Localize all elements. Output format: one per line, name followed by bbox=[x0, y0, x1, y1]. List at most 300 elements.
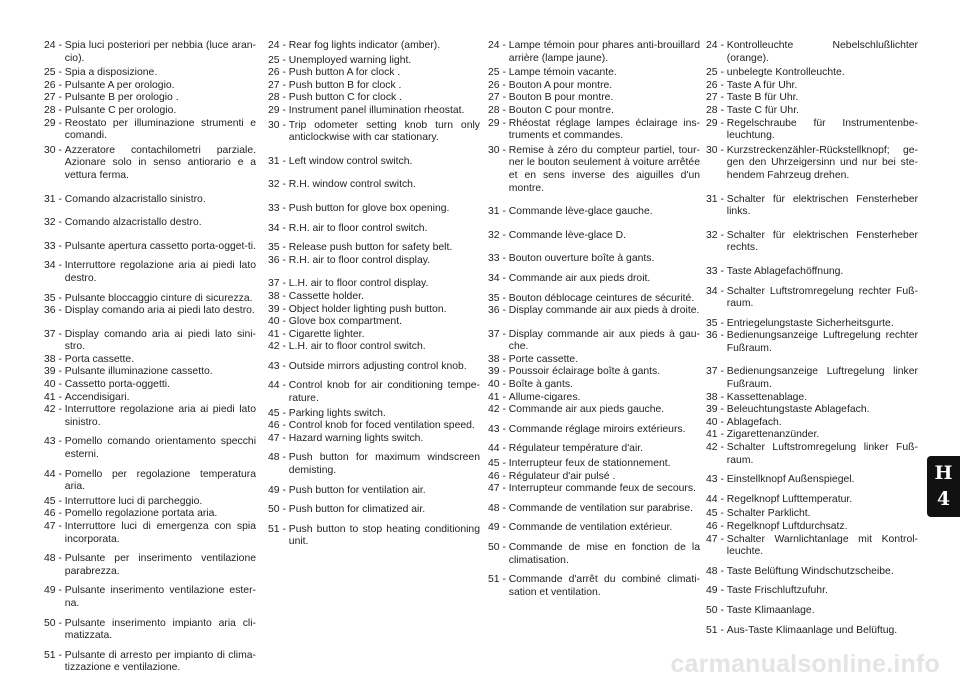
legend-item-text: Spia a disposizione. bbox=[64, 67, 158, 79]
legend-item-number: 51 - bbox=[44, 649, 65, 661]
legend-item-text: Pulsante B per orologio . bbox=[64, 92, 179, 104]
legend-item-text: Reostato per illuminazione strumenti e comandi. bbox=[64, 117, 256, 142]
legend-item-number: 30 - bbox=[488, 144, 509, 156]
legend-item-number: 40 - bbox=[44, 379, 65, 391]
legend-item bbox=[706, 330, 918, 355]
legend-item-text: Push button B for clock . bbox=[288, 79, 402, 91]
legend-item-text: Taste Belüftung Windschutzscheibe. bbox=[726, 565, 894, 577]
legend-item-text: Commande d'arrêt du combiné climati-sation et ventilation. bbox=[508, 574, 700, 598]
legend-item bbox=[488, 145, 700, 195]
legend-item-text: Bedienungsanzeige Luftregelung linker Fußraum. bbox=[726, 366, 918, 391]
legend-item bbox=[268, 80, 480, 93]
legend-item-number: 38 - bbox=[706, 391, 727, 403]
legend-item-text: unbelegte Kontrolleuchte. bbox=[726, 67, 845, 79]
legend-item bbox=[44, 521, 256, 546]
legend-item bbox=[706, 194, 918, 219]
legend-item-number: 41 - bbox=[488, 391, 509, 403]
legend-item-text: Control knob for air conditioning tempe-rature. bbox=[288, 380, 480, 405]
legend-item-number: 48 - bbox=[488, 502, 509, 514]
legend-item-number: 27 - bbox=[488, 92, 509, 104]
legend-item-text: Commande de mise en fonction de la climatisation. bbox=[508, 542, 700, 566]
legend-item-number: 42 - bbox=[488, 404, 509, 416]
legend-item-number: 31 - bbox=[706, 193, 727, 205]
legend-item bbox=[706, 286, 918, 311]
legend-item-number: 31 - bbox=[44, 193, 65, 205]
legend-item bbox=[268, 291, 480, 304]
legend-item bbox=[488, 105, 700, 118]
legend-item bbox=[268, 329, 480, 342]
legend-item bbox=[268, 179, 480, 192]
legend-item bbox=[44, 618, 256, 643]
legend-item-text: Push button for climatized air. bbox=[288, 504, 426, 516]
legend-item bbox=[44, 553, 256, 578]
legend-item bbox=[706, 566, 918, 579]
legend-item-number: 30 - bbox=[706, 144, 727, 156]
legend-item-text: Aus-Taste Klimaanlage und Belüftug. bbox=[726, 624, 898, 636]
legend-item bbox=[44, 105, 256, 118]
legend-item bbox=[44, 260, 256, 285]
legend-item-text: Zigarettenanzünder. bbox=[726, 429, 820, 441]
section-tab-number: 4 bbox=[936, 488, 951, 510]
legend-item-number: 25 - bbox=[268, 54, 289, 66]
legend-item bbox=[706, 105, 918, 118]
legend-item-text: Interruttore luci di emergenza con spia incorporata. bbox=[64, 521, 256, 545]
legend-item bbox=[44, 67, 256, 80]
legend-item-number: 34 - bbox=[44, 260, 65, 272]
legend-item-number: 25 - bbox=[706, 67, 727, 79]
legend-item-text: Object holder lighting push button. bbox=[288, 303, 447, 315]
legend-item-text: Schalter für elektrischen Fensterheber rechts. bbox=[726, 229, 918, 254]
legend-item-text: Interruttore luci di parcheggio. bbox=[64, 495, 203, 507]
legend-item-number: 43 - bbox=[44, 436, 65, 448]
legend-item-number: 26 - bbox=[268, 67, 289, 79]
legend-item-number: 38 - bbox=[44, 353, 65, 365]
legend-item bbox=[488, 80, 700, 93]
column-german bbox=[706, 40, 918, 637]
legend-item-number: 34 - bbox=[488, 272, 509, 284]
legend-item-text: Regelknopf Luftdurchsatz. bbox=[726, 521, 848, 532]
legend-item-number: 24 - bbox=[268, 40, 289, 51]
legend-item-text: Pulsante inserimento ventilazione ester-na. bbox=[64, 585, 256, 609]
legend-item-number: 24 - bbox=[706, 40, 727, 51]
legend-item bbox=[706, 404, 918, 417]
legend-item-text: Push button C for clock . bbox=[288, 92, 402, 104]
legend-item-text: Taste Klimaanlage. bbox=[726, 604, 815, 616]
legend-item-number: 29 - bbox=[44, 117, 65, 129]
column-english bbox=[268, 40, 480, 549]
legend-item-number: 46 - bbox=[268, 420, 289, 432]
legend-item bbox=[488, 230, 700, 243]
legend-item bbox=[44, 469, 256, 494]
legend-item-text: Taste C für Uhr. bbox=[726, 104, 799, 116]
legend-item-number: 37 - bbox=[44, 328, 65, 340]
legend-item-text: Push button A for clock . bbox=[288, 67, 401, 79]
legend-item-number: 51 - bbox=[706, 624, 727, 636]
legend-item-number: 32 - bbox=[706, 229, 727, 241]
legend-item bbox=[268, 55, 480, 68]
legend-item bbox=[44, 145, 256, 183]
legend-item-number: 47 - bbox=[268, 432, 289, 444]
legend-item bbox=[488, 329, 700, 354]
legend-item bbox=[44, 508, 256, 521]
legend-item-number: 51 - bbox=[268, 523, 289, 535]
legend-item bbox=[706, 40, 918, 65]
legend-item-text: Taste Frischluftzufuhr. bbox=[726, 585, 828, 597]
legend-item-number: 31 - bbox=[488, 206, 509, 218]
legend-item-text: Accendisigari. bbox=[64, 391, 130, 403]
legend-item bbox=[268, 504, 480, 517]
legend-item bbox=[44, 650, 256, 675]
legend-item bbox=[44, 392, 256, 405]
legend-item bbox=[44, 496, 256, 509]
legend-item-text: Pulsante bloccaggio cinture di sicurezza. bbox=[64, 292, 253, 304]
legend-item-text: Pulsante apertura cassetto porta-ogget-ti. bbox=[64, 240, 256, 252]
legend-item-text: Commande de ventilation sur parabrise. bbox=[508, 502, 694, 514]
legend-item bbox=[488, 471, 700, 484]
legend-item bbox=[268, 304, 480, 317]
legend-item-text: Pulsante A per orologio. bbox=[64, 79, 175, 91]
legend-item bbox=[706, 442, 918, 467]
legend-item-text: Hazard warning lights switch. bbox=[288, 432, 424, 444]
legend-item bbox=[706, 508, 918, 521]
legend-item bbox=[706, 80, 918, 93]
legend-item bbox=[488, 392, 700, 405]
legend-item bbox=[268, 433, 480, 446]
legend-item-text: Commande lève-glace D. bbox=[508, 229, 627, 241]
legend-item bbox=[268, 408, 480, 421]
legend-item bbox=[44, 366, 256, 379]
legend-item-text: Boîte à gants. bbox=[508, 379, 573, 391]
legend-item-text: Instrument panel illumination rheostat. bbox=[288, 104, 465, 116]
legend-item bbox=[488, 206, 700, 219]
legend-item bbox=[268, 223, 480, 236]
legend-item-number: 27 - bbox=[706, 92, 727, 104]
legend-item-text: Cassette holder. bbox=[288, 290, 364, 302]
legend-item bbox=[268, 341, 480, 354]
legend-item bbox=[488, 404, 700, 417]
legend-item-text: Bouton B pour montre. bbox=[508, 92, 614, 104]
legend-item-number: 28 - bbox=[268, 92, 289, 104]
legend-item bbox=[488, 366, 700, 379]
legend-item-text: Remise à zéro du compteur partiel, tour-ner le bouton seulement à voiture arrêtée et en sens inverse des aiguilles d'un montre. bbox=[508, 144, 700, 194]
legend-item-number: 26 - bbox=[706, 79, 727, 91]
legend-item-number: 33 - bbox=[706, 265, 727, 277]
legend-item-number: 39 - bbox=[706, 404, 727, 416]
legend-item-text: Regelknopf Lufttemperatur. bbox=[726, 493, 853, 505]
legend-item-number: 45 - bbox=[44, 495, 65, 507]
legend-item-text: Spia luci posteriori per nebbia (luce aran-cio). bbox=[64, 40, 256, 64]
legend-item-number: 27 - bbox=[268, 79, 289, 91]
legend-item-text: R.H. window control switch. bbox=[288, 179, 416, 191]
legend-item-text: L.H. air to floor control switch. bbox=[288, 341, 426, 353]
legend-item bbox=[268, 452, 480, 477]
legend-item-number: 41 - bbox=[706, 429, 727, 441]
legend-item bbox=[268, 156, 480, 169]
legend-item bbox=[268, 380, 480, 405]
legend-item-number: 42 - bbox=[706, 442, 727, 454]
legend-item-text: Glove box compartment. bbox=[288, 316, 402, 328]
legend-item bbox=[44, 404, 256, 429]
legend-item-text: Interrupteur commande feux de secours. bbox=[508, 483, 696, 495]
legend-item-text: Bouton ouverture boîte à gants. bbox=[508, 253, 655, 265]
legend-item bbox=[268, 67, 480, 80]
legend-item bbox=[706, 625, 918, 638]
legend-item bbox=[44, 194, 256, 207]
legend-item-text: Commande lève-glace gauche. bbox=[508, 206, 653, 218]
legend-item bbox=[44, 80, 256, 93]
legend-item-text: Control knob for foced ventilation speed. bbox=[288, 420, 475, 432]
legend-item bbox=[44, 118, 256, 143]
legend-item-number: 26 - bbox=[488, 79, 509, 91]
legend-item-text: Régulateur température d'air. bbox=[508, 443, 644, 455]
legend-item-number: 45 - bbox=[268, 407, 289, 419]
legend-item-number: 47 - bbox=[488, 483, 509, 495]
legend-item-text: Commande air aux pieds gauche. bbox=[508, 404, 665, 416]
legend-item bbox=[44, 585, 256, 610]
legend-item bbox=[706, 521, 918, 534]
watermark: carmanualsonline.info bbox=[670, 650, 940, 678]
legend-item-number: 28 - bbox=[44, 104, 65, 116]
legend-item-number: 35 - bbox=[706, 317, 727, 329]
legend-item-number: 24 - bbox=[44, 40, 65, 51]
legend-item-text: Display commande air aux pieds à gau-che. bbox=[508, 328, 700, 353]
legend-item-number: 30 - bbox=[44, 144, 65, 156]
legend-item-text: Bouton C pour montre. bbox=[508, 104, 614, 116]
legend-item-number: 35 - bbox=[268, 242, 289, 254]
legend-item-text: Release push button for safety belt. bbox=[288, 242, 453, 254]
legend-item-text: Pulsante illuminazione cassetto. bbox=[64, 366, 213, 378]
legend-item-number: 49 - bbox=[268, 484, 289, 496]
legend-item-number: 39 - bbox=[44, 366, 65, 378]
legend-item-text: Bouton déblocage ceintures de sécurité. bbox=[508, 292, 695, 304]
legend-item-number: 25 - bbox=[44, 67, 65, 79]
legend-item bbox=[706, 366, 918, 391]
legend-item bbox=[488, 522, 700, 535]
legend-item bbox=[268, 361, 480, 374]
legend-item-text: Rhéostat réglage lampes éclairage ins-truments et commandes. bbox=[508, 117, 700, 142]
legend-item bbox=[706, 585, 918, 598]
legend-item bbox=[44, 40, 256, 65]
legend-item-number: 34 - bbox=[268, 222, 289, 234]
legend-item-text: Porta cassette. bbox=[64, 353, 135, 365]
legend-item-number: 42 - bbox=[44, 404, 65, 416]
legend-item-number: 36 - bbox=[488, 305, 509, 317]
legend-item-number: 34 - bbox=[706, 285, 727, 297]
legend-item bbox=[706, 67, 918, 80]
legend-item-number: 44 - bbox=[44, 468, 65, 480]
legend-item-text: Push button for ventilation air. bbox=[288, 484, 426, 496]
legend-item-text: Lampe témoin pour phares anti-brouillard arrière (lampe jaune). bbox=[508, 40, 700, 64]
legend-item-text: Schalter Warnlichtanlage mit Kontrol-leuchte. bbox=[726, 533, 918, 558]
legend-item bbox=[706, 392, 918, 405]
legend-item-text: Interruttore regolazione aria ai piedi lato sinistro. bbox=[64, 404, 256, 428]
legend-item-text: Pomello per regolazione temperatura aria. bbox=[64, 468, 256, 493]
legend-item-number: 51 - bbox=[488, 574, 509, 586]
section-tab-letter: H bbox=[934, 462, 953, 484]
legend-item-number: 47 - bbox=[44, 521, 65, 532]
legend-item-number: 29 - bbox=[488, 117, 509, 129]
legend-item-text: Taste Ablagefachöffnung. bbox=[726, 265, 844, 277]
legend-item-text: Ablagefach. bbox=[726, 416, 782, 428]
legend-item-text: Schalter Luftstromregelung rechter Fuß-raum. bbox=[726, 285, 918, 310]
legend-item bbox=[706, 266, 918, 279]
column-french bbox=[488, 40, 700, 599]
legend-item-text: Display comando aria ai piedi lato destro. bbox=[64, 305, 255, 317]
legend-item bbox=[706, 605, 918, 618]
legend-item-number: 33 - bbox=[488, 253, 509, 265]
legend-item-number: 33 - bbox=[268, 202, 289, 214]
legend-item bbox=[268, 105, 480, 118]
legend-item-number: 45 - bbox=[706, 508, 727, 520]
legend-item bbox=[488, 458, 700, 471]
legend-item-number: 48 - bbox=[268, 452, 289, 464]
legend-item-text: Azzeratore contachilometri parziale. Azionare solo in senso antiorario e a vettura ferma. bbox=[64, 144, 256, 181]
legend-item-number: 35 - bbox=[44, 292, 65, 304]
legend-item-text: Comando alzacristallo sinistro. bbox=[64, 193, 206, 205]
legend-item-text: Unemployed warning light. bbox=[288, 54, 412, 66]
legend-item bbox=[706, 230, 918, 255]
legend-item-text: R.H. air to floor control switch. bbox=[288, 222, 428, 234]
legend-item bbox=[488, 40, 700, 65]
legend-item-text: Cassetto porta-oggetti. bbox=[64, 379, 170, 391]
legend-item bbox=[44, 217, 256, 230]
legend-item-number: 31 - bbox=[268, 155, 289, 167]
legend-item-text: Kontrolleuchte Nebelschlußlichter (orange). bbox=[726, 40, 918, 64]
legend-item bbox=[488, 92, 700, 105]
legend-item-number: 44 - bbox=[488, 443, 509, 455]
legend-item-number: 38 - bbox=[488, 353, 509, 365]
legend-item-text: Display commande air aux pieds à droite. bbox=[508, 305, 700, 317]
legend-item bbox=[268, 92, 480, 105]
legend-item-text: Entriegelungstaste Sicherheitsgurte. bbox=[726, 317, 894, 329]
section-tab bbox=[927, 456, 960, 517]
legend-item bbox=[488, 293, 700, 306]
legend-item-text: Pomello comando orientamento specchi esterni. bbox=[64, 436, 256, 461]
legend-item-text: Comando alzacristallo destro. bbox=[64, 217, 202, 229]
legend-item-text: Cigarette lighter. bbox=[288, 328, 365, 340]
legend-item bbox=[488, 253, 700, 266]
legend-item-text: Schalter Luftstromregelung linker Fuß-raum. bbox=[726, 442, 918, 466]
legend-item-text: Pomello regolazione portata aria. bbox=[64, 508, 218, 520]
legend-item-number: 43 - bbox=[488, 423, 509, 435]
legend-item-number: 40 - bbox=[268, 316, 289, 328]
legend-item-number: 43 - bbox=[706, 474, 727, 486]
legend-item bbox=[44, 379, 256, 392]
legend-item bbox=[706, 429, 918, 442]
legend-item-number: 37 - bbox=[268, 278, 289, 290]
legend-item-number: 28 - bbox=[488, 104, 509, 116]
legend-item-text: Commande de ventilation extérieur. bbox=[508, 522, 673, 534]
legend-item-number: 50 - bbox=[488, 542, 509, 553]
legend-item-number: 27 - bbox=[44, 92, 65, 104]
legend-item bbox=[706, 417, 918, 430]
legend-item-text: Bedienungsanzeige Luftregelung rechter Fußraum. bbox=[726, 330, 918, 354]
legend-item-number: 50 - bbox=[268, 504, 289, 516]
legend-item bbox=[268, 485, 480, 498]
legend-item-number: 41 - bbox=[268, 328, 289, 340]
legend-item bbox=[488, 443, 700, 456]
legend-item-number: 24 - bbox=[488, 40, 509, 51]
legend-item-text: Poussoir éclairage boîte à gants. bbox=[508, 366, 661, 378]
legend-item bbox=[488, 273, 700, 286]
legend-item-number: 25 - bbox=[488, 67, 509, 79]
legend-item-number: 26 - bbox=[44, 79, 65, 91]
legend-item-number: 36 - bbox=[268, 254, 289, 266]
legend-item bbox=[268, 203, 480, 216]
legend-item-number: 37 - bbox=[488, 328, 509, 340]
legend-item-text: Kassettenablage. bbox=[726, 391, 808, 403]
legend-item bbox=[488, 483, 700, 496]
legend-item-number: 44 - bbox=[706, 493, 727, 505]
legend-item-text: Outside mirrors adjusting control knob. bbox=[288, 360, 467, 372]
legend-item bbox=[44, 329, 256, 354]
legend-item-text: Interruttore regolazione aria ai piedi lato destro. bbox=[64, 260, 256, 284]
legend-item-number: 32 - bbox=[44, 217, 65, 229]
legend-item-number: 49 - bbox=[44, 585, 65, 597]
legend-item-text: Taste B für Uhr. bbox=[726, 92, 799, 104]
legend-item-text: Commande air aux pieds droit. bbox=[508, 272, 651, 284]
legend-item bbox=[488, 118, 700, 143]
legend-item-text: Régulateur d'air pulsé . bbox=[508, 470, 616, 482]
legend-item bbox=[488, 67, 700, 80]
legend-item-text: Schalter Parklicht. bbox=[726, 508, 811, 520]
legend-item-number: 45 - bbox=[488, 458, 509, 470]
legend-item-number: 44 - bbox=[268, 380, 289, 392]
legend-item-number: 38 - bbox=[268, 290, 289, 302]
legend-item-text: Einstellknopf Außenspiegel. bbox=[726, 474, 855, 486]
legend-item-number: 29 - bbox=[706, 117, 727, 129]
legend-item-text: Kurzstreckenzähler-Rückstellknopf; ge-gen den Uhrzeigersinn und nur bei ste-hendem Fahrzeug drehen. bbox=[726, 144, 918, 181]
legend-item-text: Lampe témoin vacante. bbox=[508, 67, 617, 79]
column-italian bbox=[44, 40, 256, 675]
legend-item-number: 40 - bbox=[706, 416, 727, 428]
legend-item bbox=[706, 118, 918, 143]
legend-item bbox=[268, 278, 480, 291]
legend-item-number: 50 - bbox=[706, 604, 727, 616]
legend-item bbox=[268, 316, 480, 329]
legend-item bbox=[44, 305, 256, 318]
legend-item bbox=[268, 420, 480, 433]
legend-item-number: 32 - bbox=[268, 179, 289, 191]
legend-item bbox=[488, 354, 700, 367]
legend-item bbox=[268, 242, 480, 255]
legend-item-number: 43 - bbox=[268, 360, 289, 372]
legend-item-number: 48 - bbox=[706, 565, 727, 577]
legend-item-text: Pulsante inserimento impianto aria cli-matizzata. bbox=[64, 617, 256, 642]
legend-item-number: 46 - bbox=[706, 521, 727, 532]
legend-item-text: L.H. air to floor control display. bbox=[288, 278, 429, 290]
legend-item-text: Interrupteur feux de stationnement. bbox=[508, 458, 671, 470]
legend-item bbox=[488, 305, 700, 318]
legend-item-number: 41 - bbox=[44, 391, 65, 403]
legend-item bbox=[268, 120, 480, 145]
legend-item-number: 32 - bbox=[488, 229, 509, 241]
legend-item bbox=[268, 40, 480, 53]
legend-item-number: 33 - bbox=[44, 240, 65, 252]
legend-item-number: 48 - bbox=[44, 553, 65, 565]
legend-item-text: Taste A für Uhr. bbox=[726, 79, 798, 91]
legend-item-text: Pulsante per inserimento ventilazione parabrezza. bbox=[64, 553, 256, 577]
legend-item bbox=[44, 436, 256, 461]
legend-item-number: 46 - bbox=[488, 470, 509, 482]
legend-item-text: Commande réglage miroirs extérieurs. bbox=[508, 423, 686, 435]
legend-item-text: Beleuchtungstaste Ablagefach. bbox=[726, 404, 870, 416]
legend-item-text: Left window control switch. bbox=[288, 155, 413, 167]
legend-item bbox=[44, 92, 256, 105]
legend-item-number: 35 - bbox=[488, 292, 509, 304]
legend-item-number: 36 - bbox=[44, 305, 65, 317]
legend-item-text: Porte cassette. bbox=[508, 353, 579, 365]
